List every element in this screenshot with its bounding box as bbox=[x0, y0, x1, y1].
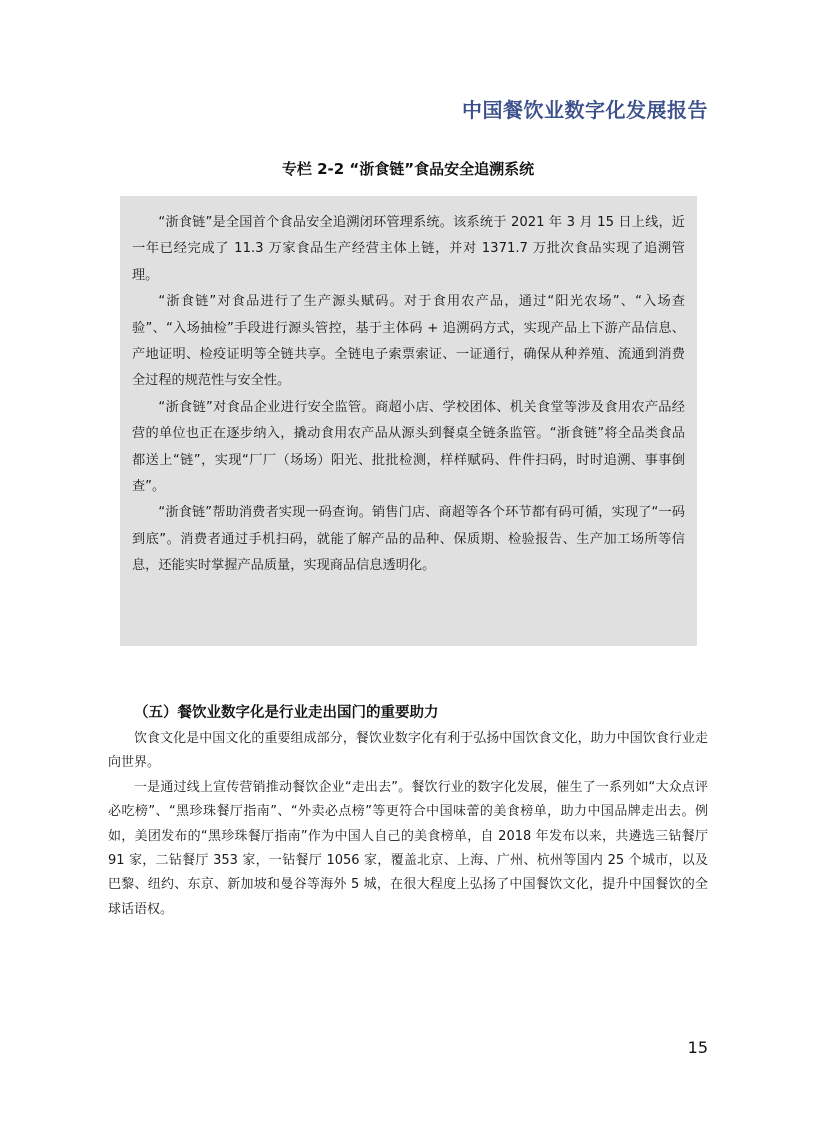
section-heading: （五）餐饮业数字化是行业走出国门的重要助力 bbox=[134, 705, 439, 721]
box-paragraph: “浙食链”对食品企业进行安全监管。商超小店、学校团体、机关食堂等涉及食用农产品经营的单位也正在逐步纳入，撬动食用农产品从源头到餐桌全链条监管。“浙食链”将全品类食品都送上“链”，实现“厂厂（场场）阳光、批批检测，样样赋码、件件扫码，时时追溯、事事倒查”。 bbox=[132, 399, 685, 495]
body-paragraph: 饮食文化是中国文化的重要组成部分，餐饮业数字化有利于弘扬中国饮食文化，助力中国饮食行业走向世界。 bbox=[108, 731, 708, 771]
body-paragraph: 一是通过线上宣传营销推动餐饮企业“走出去”。餐饮行业的数字化发展，催生了一系列如“大众点评必吃榜”、“黑珍珠餐厅指南”、“外卖必点榜”等更符合中国味蕾的美食榜单，助力中国品牌走出去。例如，美团发布的“黑珍珠餐厅指南”作为中国人自己的美食榜单，自 2018 年发布以来，共遴选三钻餐厅 91 家，二钻餐厅 353 家，一钻餐厅 1056 家，覆盖北京、上海、广州、杭州等国内 25 个城市，以及巴黎、纽约、东京、新加坡和曼谷等海外 5 城，在很大程度上弘扬了中国餐饮文化，提升中国餐饮的全球话语权。 bbox=[108, 779, 708, 917]
sidebar-box-title: 专栏 2-2 “浙食链”食品安全追溯系统 bbox=[281, 160, 535, 178]
page-number: 15 bbox=[687, 1038, 708, 1057]
box-paragraph: “浙食链”对食品进行了生产源头赋码。对于食用农产品，通过“阳光农场”、“入场查验”、“入场抽检”手段进行源头管控，基于主体码 + 追溯码方式，实现产品上下游产品信息、产地证明、检疫证明等全链共享。全链电子索票索证、一证通行，确保从种养殖、流通到消费全过程的规范性与安全性。 bbox=[132, 294, 685, 389]
box-paragraph: “浙食链”是全国首个食品安全追溯闭环管理系统。该系统于 2021 年 3 月 15 日上线，近一年已经完成了 11.3 万家食品生产经营主体上链，并对 1371.7 万批次食品实现了追溯管理。 bbox=[132, 215, 685, 283]
sidebar-box bbox=[120, 196, 697, 646]
report-title: 中国餐饮业数字化发展报告 bbox=[462, 98, 708, 122]
section-body bbox=[108, 727, 708, 922]
box-paragraph: “浙食链”帮助消费者实现一码查询。销售门店、商超等各个环节都有码可循，实现了“一码到底”。消费者通过手机扫码，就能了解产品的品种、保质期、检验报告、生产加工场所等信息，还能实时掌握产品质量，实现商品信息透明化。 bbox=[132, 505, 685, 574]
